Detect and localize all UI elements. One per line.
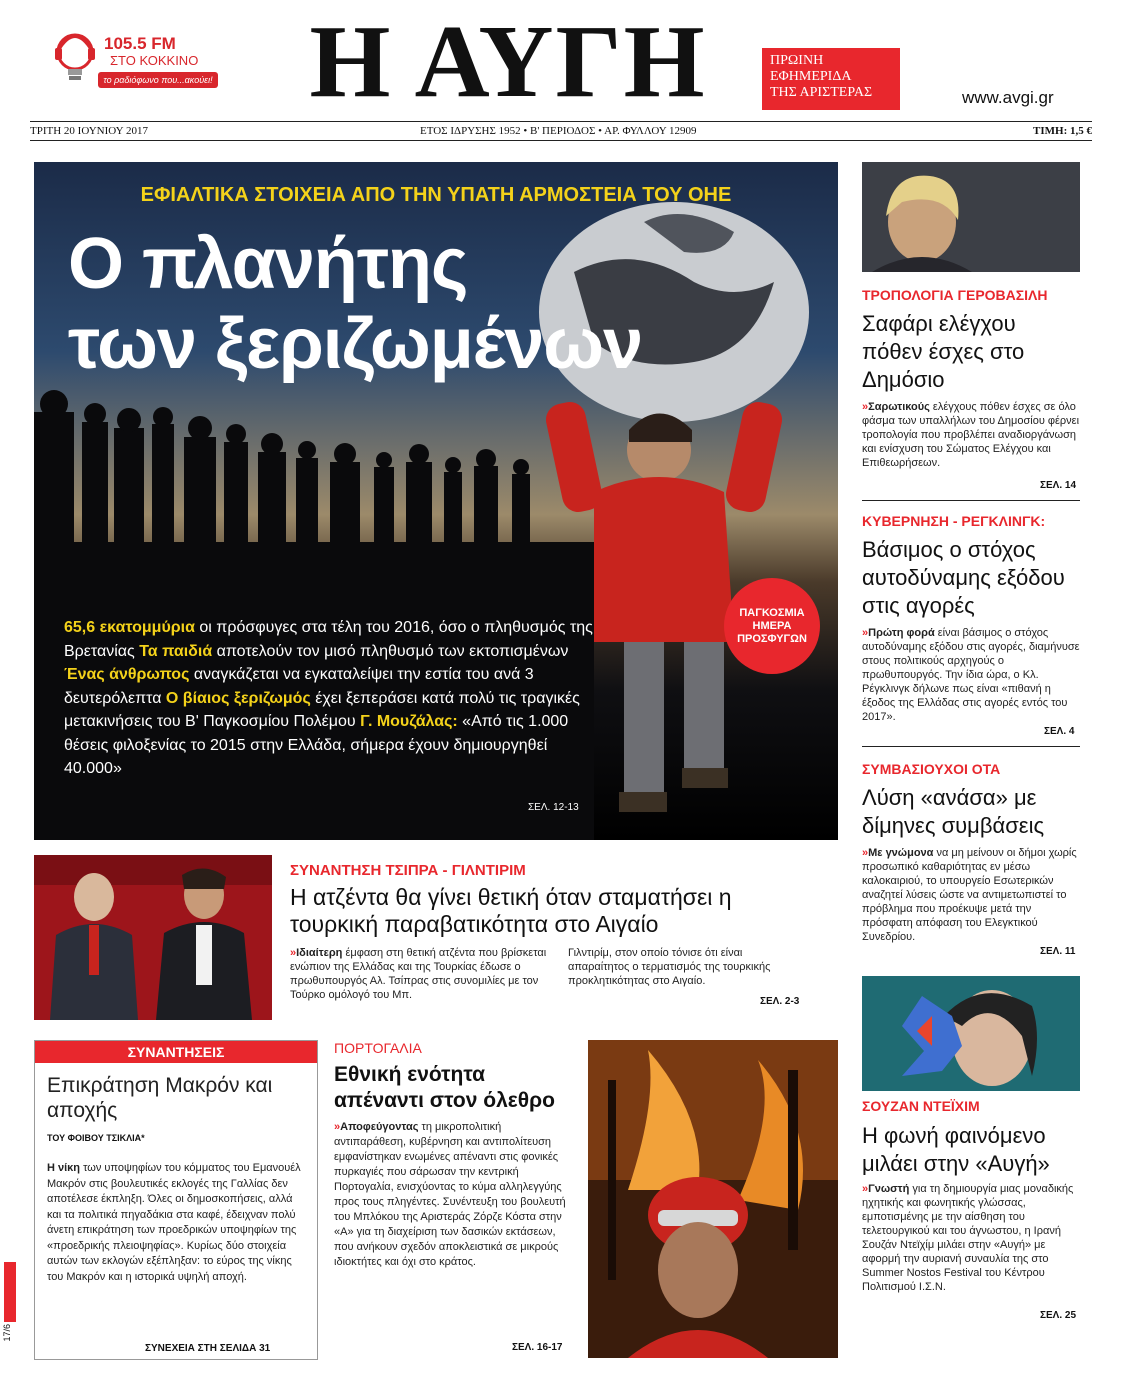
- refugee-day-badge: [724, 578, 820, 674]
- body-text: για τη δημιουργία μιας μοναδικής ηχητικής και φωνητικής γλώσσας, εμποτισμένης με την αίσθηση του τελετουργικού και του άγνωστου, η Ιρανή Σουζάν Ντεϊχίμ μιλάει στην «Αυγή» με αφορμή την αυριανή συναυλία της στο Summer Nostos Festival του Κέντρου Πολιτισμού Ι.Σ.Ν.: [862, 1183, 1074, 1293]
- story-body: [862, 1182, 1080, 1294]
- highlight: Ο βίαιος ξεριζωμός: [165, 689, 311, 707]
- body-text: τη μικροπολιτική αντιπαράθεση, κυβέρνηση και αντιπολίτευση εμφανίστηκαν ενωμένες απέναντι στις φονικές πυρκαγιές που σάρωσαν την κεντρική Πορτογαλία, ενισχύοντας το κύμα αλληλεγγύης προς τους πληγέντες. Συνέντευξη του βουλευτή του Μπλόκου της Αριστεράς Ζόρζε Κόστα στην «Α» για τη διαχείριση των δασικών εκτάσεων, που ανήκουν σχεδόν αποκλειστικά σε μικρούς ιδιοκτήτες και όχι στο κράτος.: [334, 1121, 566, 1268]
- arrow-icon: »: [862, 401, 869, 413]
- summary-text: «Από τις 1.000 θέσεις φιλοξενίας το 2015 στην Ελλάδα, σήμερα έχουν δημιουργηθεί 40.000»: [64, 713, 569, 777]
- story-body-col2: Γιλντιρίμ, στον οποίο τόνισε ότι είναι απαραίτητος ο τερματισμός της τουρκικής προκλητικότητας στο Αιγαίο.: [568, 947, 771, 987]
- badge-line: ΠΡΟΣΦΥΓΩΝ: [737, 632, 807, 645]
- summary-text: αποτελούν τον μισό πληθυσμό των εκτοπισμένων: [212, 642, 569, 660]
- lead-word: Γνωστή: [868, 1183, 910, 1195]
- masthead-tagline-line: ΠΡΩΙΝΗ: [770, 53, 824, 68]
- story-headline[interactable]: Η φωνή φαινόμενο μιλάει στην «Αυγή»: [862, 1123, 1050, 1176]
- body-text: είναι βάσιμος ο στόχος αυτοδύναμης εξόδου στις αγορές, διαμήνυσε στους πολιτικούς αρχηγούς ο πρωθυπουργός. Την ίδια ώρα, ο Κλ. Ρέγκλινγκ δήλωνε πως είναι «πιθανή η έξοδος της Ελλάδας στις αγορές εντός του 2017».: [862, 627, 1080, 723]
- firefighter-photo: [588, 1040, 838, 1358]
- body-text: έμφαση στη θετική ατζέντα που βρίσκεται ενώπιον της Ελλάδας και της Τουρκίας έδωσε ο πρωθυπουργός Αλ. Τσίπρας στις συνομιλίες με τον Τούρκο ομόλογό του Μπ.: [290, 947, 547, 1001]
- tsipras-yildirim-photo: [34, 855, 272, 1020]
- opinion-headline[interactable]: Επικράτηση Μακρόν και αποχής: [47, 1074, 273, 1122]
- summary-text: αναγκάζεται να εγκαταλείψει την εστία του ανά 3 δευτερόλεπτα: [64, 666, 534, 707]
- masthead-tagline-line: ΤΗΣ ΑΡΙΣΤΕΡΑΣ: [770, 85, 873, 100]
- lead-word: Σαρωτικούς: [868, 401, 930, 413]
- opinion-body: [47, 1161, 309, 1285]
- story-body: [862, 846, 1080, 944]
- lead-word: Ιδιαίτερη: [296, 947, 343, 959]
- margin-bar: [4, 1262, 16, 1322]
- radio-tagline: το ραδιόφωνο που...ακούει!: [98, 72, 218, 88]
- body-text: των υποψηφίων του κόμματος του Εμανουέλ Μακρόν στις βουλευτικές εκλογές της Γαλλίας δεν αποτέλεσε έκπληξη. Όλες οι δημοσκοπήσεις, αλλά και τα πολιτικά πηγαδάκια στα καφέ, έδειχναν πολύ άνετη επικράτηση των προεδρικών υποψηφίων της «προεδρικής πλειοψηφίας». Κυρίως δύο στοιχεία αυτών των εκλογών εξέπληξαν: το εύρος της νίκης του Μακρόν και η ιστορικά υψηλή αποχή.: [47, 1162, 301, 1283]
- portrait-image: [862, 162, 1080, 272]
- story-headline[interactable]: Λύση «ανάσα» με δίμηνες συμβάσεις: [862, 785, 1045, 838]
- story-headline[interactable]: Σαφάρι ελέγχου πόθεν έσχες στο Δημόσιο: [862, 311, 1025, 392]
- arrow-icon: »: [290, 947, 297, 959]
- arrow-icon: »: [862, 627, 869, 639]
- highlight: Ένας άνθρωπος: [64, 666, 190, 683]
- opinion-box[interactable]: [34, 1040, 318, 1360]
- summary-text: οι πρόσφυγες στα τέλη του 2016, όσο ο πληθυσμός της Βρετανίας: [64, 619, 593, 660]
- body-text: ελέγχους πόθεν έσχες σε όλο φάσμα των υπαλλήλων του Δημοσίου φέρνει τροπολογία που προβλέπει αναδιοργάνωση και ενίσχυση του Σώματος Ελέγχου και Επιθεωρήσεων.: [862, 401, 1080, 469]
- page-ref[interactable]: ΣΕΛ. 2-3: [760, 996, 800, 1007]
- lead-word: Αποφεύγοντας: [340, 1121, 419, 1133]
- story-kicker: ΚΥΒΕΡΝΗΣΗ - ΡΕΓΚΛΙΝΓΚ:: [862, 513, 1046, 529]
- lead-word: Πρώτη φορά: [868, 627, 935, 639]
- body-text: να μη μείνουν οι δήμοι χωρίς προσωπικό καθαριότητας εν μέσω καλοκαιριού, το υπουργείο Εσωτερικών αναζητεί λύσεις ώστε να αντιμετωπιστεί το πρόβλημα που προέκυψε μετά την πρόσφατη απόφαση του Ελεγκτικού Συνεδρίου.: [862, 847, 1077, 943]
- hero-headline[interactable]: [68, 224, 642, 384]
- badge-line: ΗΜΕΡΑ: [752, 619, 792, 632]
- story-headline[interactable]: Βάσιμος ο στόχος αυτοδύναμης εξόδου στις αγορές: [862, 537, 1065, 618]
- lead-word: Η νίκη: [47, 1162, 81, 1174]
- story-kicker: ΣΥΜΒΑΣΙΟΥΧΟΙ ΟΤΑ: [862, 761, 1001, 777]
- issue-info: ΕΤΟΣ ΙΔΡΥΣΗΣ 1952 • Β' ΠΕΡΙΟΔΟΣ • ΑΡ. ΦΥΛΛΟΥ 12909: [420, 125, 697, 137]
- opinion-author: ΤΟΥ ΦΟΙΒΟΥ ΤΣΙΚΛΙΑ*: [47, 1133, 145, 1143]
- story-body: [290, 946, 556, 1002]
- arrow-icon: »: [862, 1183, 869, 1195]
- continued-link[interactable]: ΣΥΝΕΧΕΙΑ ΣΤΗ ΣΕΛΙΔΑ 31: [145, 1343, 271, 1354]
- radio-name: ΣΤΟ ΚΟΚΚΙΝΟ: [110, 53, 199, 68]
- hero-kicker: ΕΦΙΑΛΤΙΚΑ ΣΤΟΙΧΕΙΑ ΑΠΟ ΤΗΝ ΥΠΑΤΗ ΑΡΜΟΣΤΕΙΑ ΤΟΥ ΟΗΕ: [140, 184, 732, 206]
- radio-bulb-icon: [52, 28, 98, 98]
- page-ref[interactable]: ΣΕΛ. 16-17: [512, 1342, 563, 1353]
- site-url[interactable]: www.avgi.gr: [962, 88, 1054, 107]
- fire-image: [588, 1040, 838, 1358]
- leaders-image: [34, 855, 272, 1020]
- arrow-icon: »: [334, 1121, 341, 1133]
- story-body: [862, 626, 1080, 724]
- divider: [862, 746, 1080, 747]
- dateline: [30, 121, 1092, 141]
- story-kicker: ΤΡΟΠΟΛΟΓΙΑ ΓΕΡΟΒΑΣΙΛΗ: [862, 287, 1048, 303]
- hero-headline-line: Ο πλανήτης: [68, 224, 468, 304]
- masthead-tagline-line: ΕΦΗΜΕΡΙΔΑ: [770, 69, 852, 84]
- hero-story[interactable]: [34, 162, 838, 840]
- masthead-tagline: [762, 48, 900, 110]
- page-ref[interactable]: ΣΕΛ. 14: [1040, 480, 1077, 491]
- hero-summary: [64, 616, 594, 781]
- divider: [862, 500, 1080, 501]
- page-ref[interactable]: ΣΕΛ. 11: [1040, 946, 1076, 957]
- story-body: [862, 400, 1080, 470]
- story-headline[interactable]: Η ατζέντα θα γίνει θετική όταν σταματήσει η τουρκική παραβατικότητα στο Αιγαίο: [290, 884, 732, 937]
- opinion-label: ΣΥΝΑΝΤΗΣΕΙΣ: [35, 1041, 317, 1063]
- lead-word: Με γνώμονα: [868, 847, 934, 859]
- page-ref[interactable]: ΣΕΛ. 25: [1040, 1310, 1077, 1321]
- masthead-title: Η ΑΥΓΗ: [309, 4, 707, 119]
- story-headline[interactable]: Εθνική ενότητα απέναντι στον όλεθρο: [334, 1063, 555, 1112]
- arrow-icon: »: [862, 847, 869, 859]
- hero-headline-line: των ξεριζωμένων: [68, 304, 643, 384]
- highlight: 65,6 εκατομμύρια: [64, 619, 195, 636]
- issue-date: ΤΡΙΤΗ 20 ΙΟΥΝΙΟΥ 2017: [30, 125, 148, 137]
- story-kicker: ΣΥΝΑΝΤΗΣΗ ΤΣΙΠΡΑ - ΓΙΛΝΤΙΡΙΜ: [290, 862, 526, 879]
- highlight: Γ. Μουζάλας:: [360, 713, 458, 730]
- gerovasili-photo: [862, 162, 1080, 272]
- deyhim-photo: [862, 976, 1080, 1091]
- page-ref[interactable]: ΣΕΛ. 4: [1044, 726, 1075, 737]
- story-kicker: ΠΟΡΤΟΓΑΛΙΑ: [334, 1040, 422, 1056]
- radio-badge: [52, 28, 227, 98]
- highlight: Τα παιδιά: [139, 642, 213, 660]
- portrait-image: [862, 976, 1080, 1091]
- issue-price: ΤΙΜΗ: 1,5 €: [1033, 125, 1092, 137]
- story-kicker: ΣΟΥΖΑΝ ΝΤΕΪΧΙΜ: [862, 1098, 980, 1114]
- radio-frequency: 105.5 FM: [104, 34, 176, 53]
- margin-mark: 17/6: [2, 1324, 12, 1342]
- hero-page-ref[interactable]: ΣΕΛ. 12-13: [528, 802, 579, 813]
- summary-text: έχει ξεπεράσει κατά πολύ τις τραγικές μετακινήσεις του Β' Παγκοσμίου Πολέμου: [64, 689, 580, 730]
- story-body: [334, 1120, 574, 1270]
- badge-line: ΠΑΓΚΟΣΜΙΑ: [739, 606, 805, 619]
